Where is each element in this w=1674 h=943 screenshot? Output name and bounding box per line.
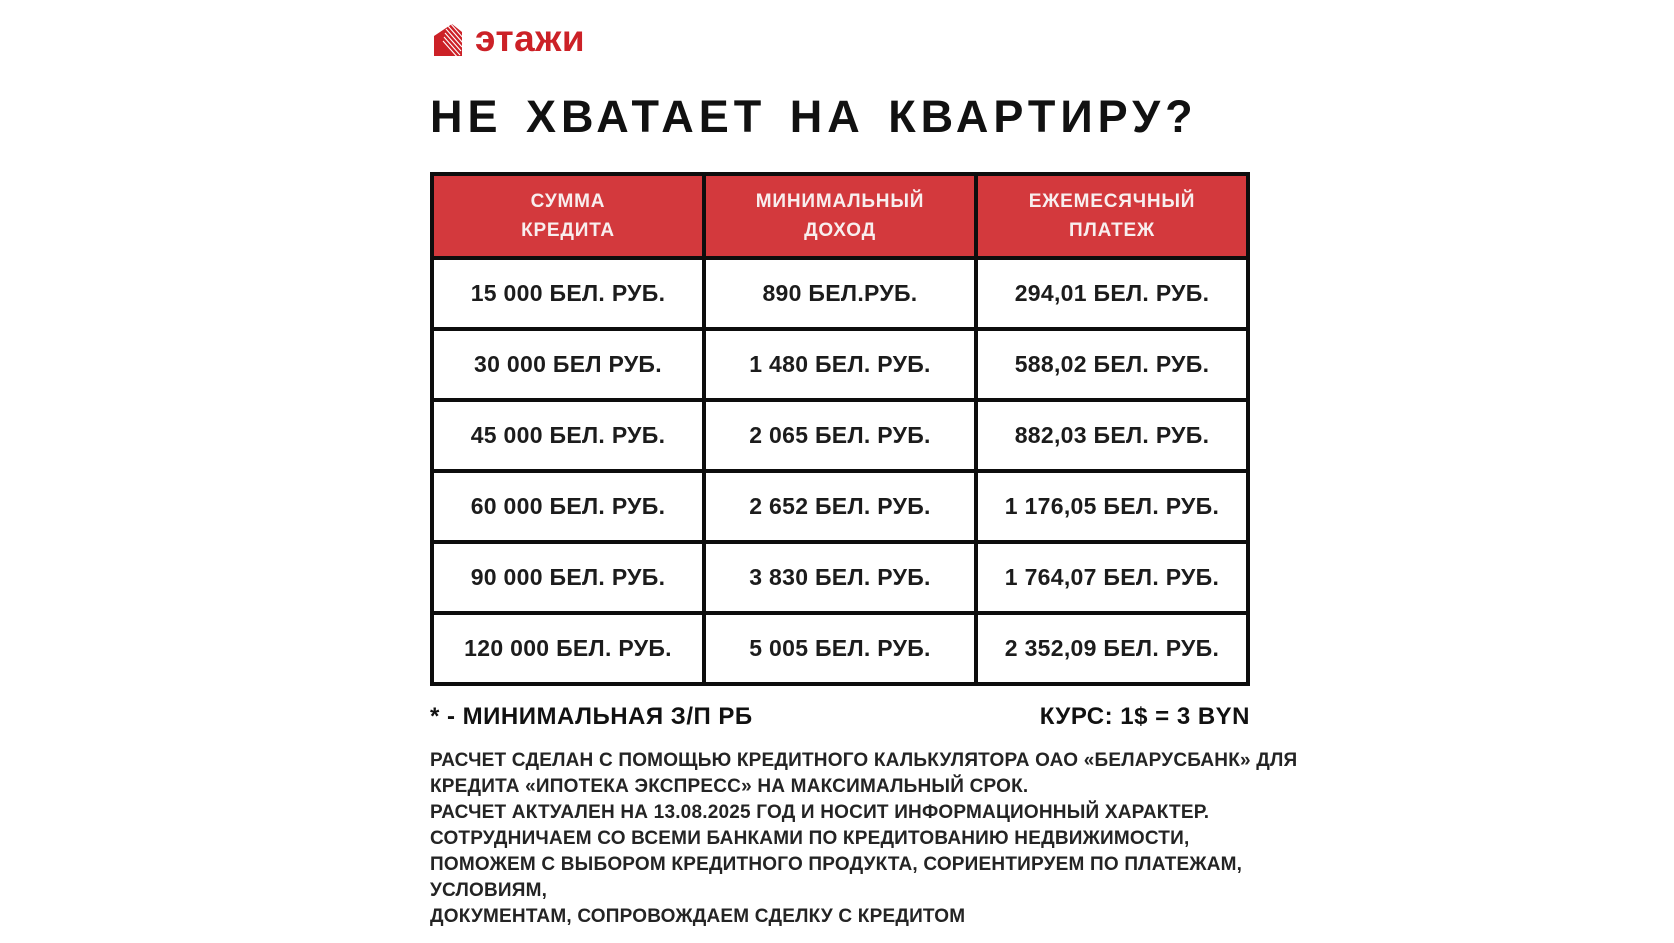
header-cell-credit-sum <box>432 174 704 258</box>
table-cell: 90 000 БЕЛ. РУБ. <box>432 542 704 613</box>
table-header-row <box>432 174 1248 258</box>
table-cell: 882,03 БЕЛ. РУБ. <box>976 400 1248 471</box>
disclaimer-line: РАСЧЕТ СДЕЛАН С ПОМОЩЬЮ КРЕДИТНОГО КАЛЬКУЛЯТОРА ОАО «БЕЛАРУСБАНК» ДЛЯ <box>430 750 1298 771</box>
footnote-row <box>430 703 1250 731</box>
disclaimer-line: УСЛОВИЯМ, <box>430 880 548 901</box>
table-cell: 2 065 БЕЛ. РУБ. <box>704 400 976 471</box>
header-cell-min-income <box>704 174 976 258</box>
table-cell: 1 764,07 БЕЛ. РУБ. <box>976 542 1248 613</box>
brand-logo <box>430 17 1250 60</box>
house-icon <box>430 21 466 59</box>
table-cell: 294,01 БЕЛ. РУБ. <box>976 258 1248 329</box>
flyer <box>430 17 1298 930</box>
disclaimer-line: КРЕДИТА «ИПОТЕКА ЭКСПРЕСС» НА МАКСИМАЛЬНЫЙ СРОК. <box>430 776 1029 797</box>
header-line: ЕЖЕМЕСЯЧНЫЙ <box>1028 190 1196 212</box>
table-row <box>432 542 1248 613</box>
table-cell: 1 480 БЕЛ. РУБ. <box>704 329 976 400</box>
table-row <box>432 258 1248 329</box>
table-cell: 2 352,09 БЕЛ. РУБ. <box>976 613 1248 684</box>
header-line: МИНИМАЛЬНЫЙ <box>755 190 925 212</box>
disclaimer-line: РАСЧЕТ АКТУАЛЕН НА 13.08.2025 ГОД И НОСИТ ИНФОРМАЦИОННЫЙ ХАРАКТЕР. <box>430 802 1210 823</box>
table-row <box>432 329 1248 400</box>
page-title: НЕ ХВАТАЕТ НА КВАРТИРУ? <box>430 91 1198 142</box>
brand-name: этажи <box>475 17 586 59</box>
table-cell: 15 000 БЕЛ. РУБ. <box>432 258 704 329</box>
credit-table <box>430 172 1250 686</box>
footnote-exchange-rate: КУРС: 1$ = 3 BYN <box>1039 703 1250 730</box>
disclaimer-line: ДОКУМЕНТАМ, СОПРОВОЖДАЕМ СДЕЛКУ С КРЕДИТОМ <box>430 906 966 927</box>
table-cell: 45 000 БЕЛ. РУБ. <box>432 400 704 471</box>
table-cell: 890 БЕЛ.РУБ. <box>704 258 976 329</box>
disclaimer-line: СОТРУДНИЧАЕМ СО ВСЕМИ БАНКАМИ ПО КРЕДИТОВАНИЮ НЕДВИЖИМОСТИ, <box>430 828 1190 849</box>
table-cell: 5 005 БЕЛ. РУБ. <box>704 613 976 684</box>
table-cell: 588,02 БЕЛ. РУБ. <box>976 329 1248 400</box>
table-cell: 120 000 БЕЛ. РУБ. <box>432 613 704 684</box>
table-cell: 1 176,05 БЕЛ. РУБ. <box>976 471 1248 542</box>
header-cell-monthly-payment <box>976 174 1248 258</box>
table-cell: 3 830 БЕЛ. РУБ. <box>704 542 976 613</box>
header-line: СУММА <box>530 190 606 212</box>
disclaimer <box>430 748 1298 930</box>
table-row <box>432 613 1248 684</box>
table-cell: 30 000 БЕЛ РУБ. <box>432 329 704 400</box>
header-line: КРЕДИТА <box>521 220 615 241</box>
header-line: ДОХОД <box>804 220 876 241</box>
table-cell: 60 000 БЕЛ. РУБ. <box>432 471 704 542</box>
header-line: ПЛАТЕЖ <box>1068 220 1155 241</box>
table-cell: 2 652 БЕЛ. РУБ. <box>704 471 976 542</box>
table-row <box>432 400 1248 471</box>
footnote-min-salary: * - МИНИМАЛЬНАЯ З/П РБ <box>430 703 753 730</box>
disclaimer-line: ПОМОЖЕМ С ВЫБОРОМ КРЕДИТНОГО ПРОДУКТА, СОРИЕНТИРУЕМ ПО ПЛАТЕЖАМ, <box>430 854 1243 875</box>
table-row <box>432 471 1248 542</box>
